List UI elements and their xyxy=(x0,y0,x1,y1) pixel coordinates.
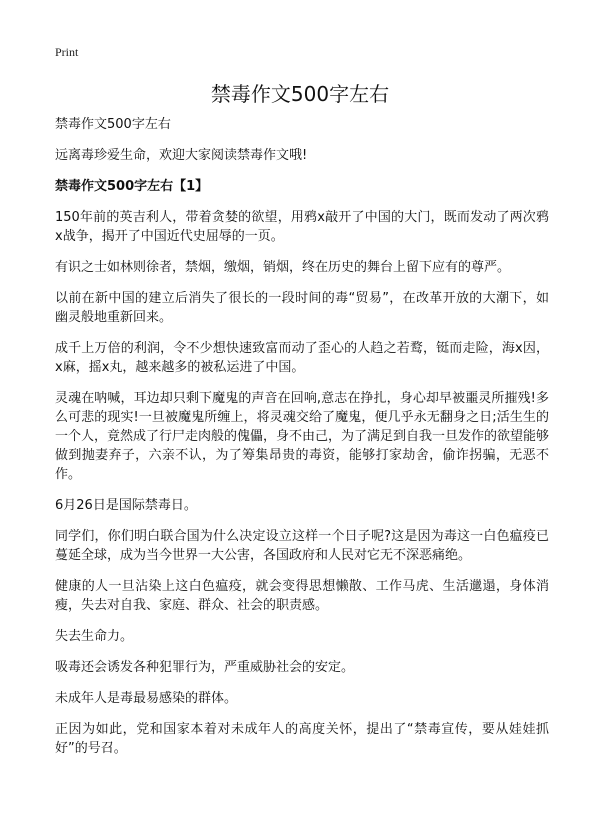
article-paragraph: 灵魂在呐喊，耳边却只剩下魔鬼的声音在回响,意志在挣扎，身心却早被噩灵所摧残!多么可悲的现实!一旦被魔鬼所缠上，将灵魂交给了魔鬼，便几乎永无翻身之日;活生生的一个人，竟然成了行尸走肉般的傀儡，身不由己，为了满足到自我一旦发作的欲望能够做到抛妻弃子，六亲不认，为了筹集昂贵的毒资，能够打家劫舍，偷诈拐骗，无恶不作。 xyxy=(55,391,550,482)
article-paragraph: 未成年人是毒最易感染的群体。 xyxy=(55,691,238,706)
article-paragraph: 6月26日是国际禁毒日。 xyxy=(55,498,197,513)
article-paragraph: 禁毒作文500字左右 xyxy=(55,117,171,132)
article-paragraph: 吸毒还会诱发各种犯罪行为，严重威胁社会的安定。 xyxy=(55,660,355,675)
article-body xyxy=(55,115,549,770)
article-paragraph: 健康的人一旦沾染上这白色瘟疫，就会变得思想懒散、工作马虎、生活邋遢，身体消瘦，失去对自我、家庭、群众、社会的职责感。 xyxy=(55,579,549,613)
article-paragraph: 以前在新中国的建立后消失了很长的一段时间的毒“贸易”，在改革开放的大潮下，如幽灵般地重新回来。 xyxy=(55,291,549,325)
article-subheading: 禁毒作文500字左右【1】 xyxy=(55,179,209,194)
page-title: 禁毒作文500字左右 xyxy=(210,82,390,106)
article-paragraph: 正因为如此，党和国家本着对未成年人的高度关怀，提出了“禁毒宣传，要从娃娃抓好”的号召。 xyxy=(55,722,549,756)
article-paragraph: 失去生命力。 xyxy=(55,629,134,644)
print-link[interactable]: Print xyxy=(55,45,79,59)
article-paragraph: 远离毒珍爱生命，欢迎大家阅读禁毒作文哦! xyxy=(55,148,308,163)
article-paragraph: 150年前的英吉利人，带着贪婪的欲望，用鸦x敲开了中国的大门，既而发动了两次鸦x战争，揭开了中国近代史屈辱的一页。 xyxy=(55,210,549,244)
article-paragraph: 有识之士如林则徐者，禁烟，缴烟，销烟，终在历史的舞台上留下应有的尊严。 xyxy=(55,260,511,275)
article-paragraph: 成千上万倍的利润，令不少想快速致富而动了歪心的人趋之若鹜，铤而走险，海x因，x麻，摇x丸，越来越多的被私运进了中国。 xyxy=(55,341,549,375)
article-paragraph: 同学们，你们明白联合国为什么决定设立这样一个日子呢?这是因为毒这一白色瘟疫已蔓延全球，成为当今世界一大公害，各国政府和人民对它无不深恶痛绝。 xyxy=(55,529,549,563)
